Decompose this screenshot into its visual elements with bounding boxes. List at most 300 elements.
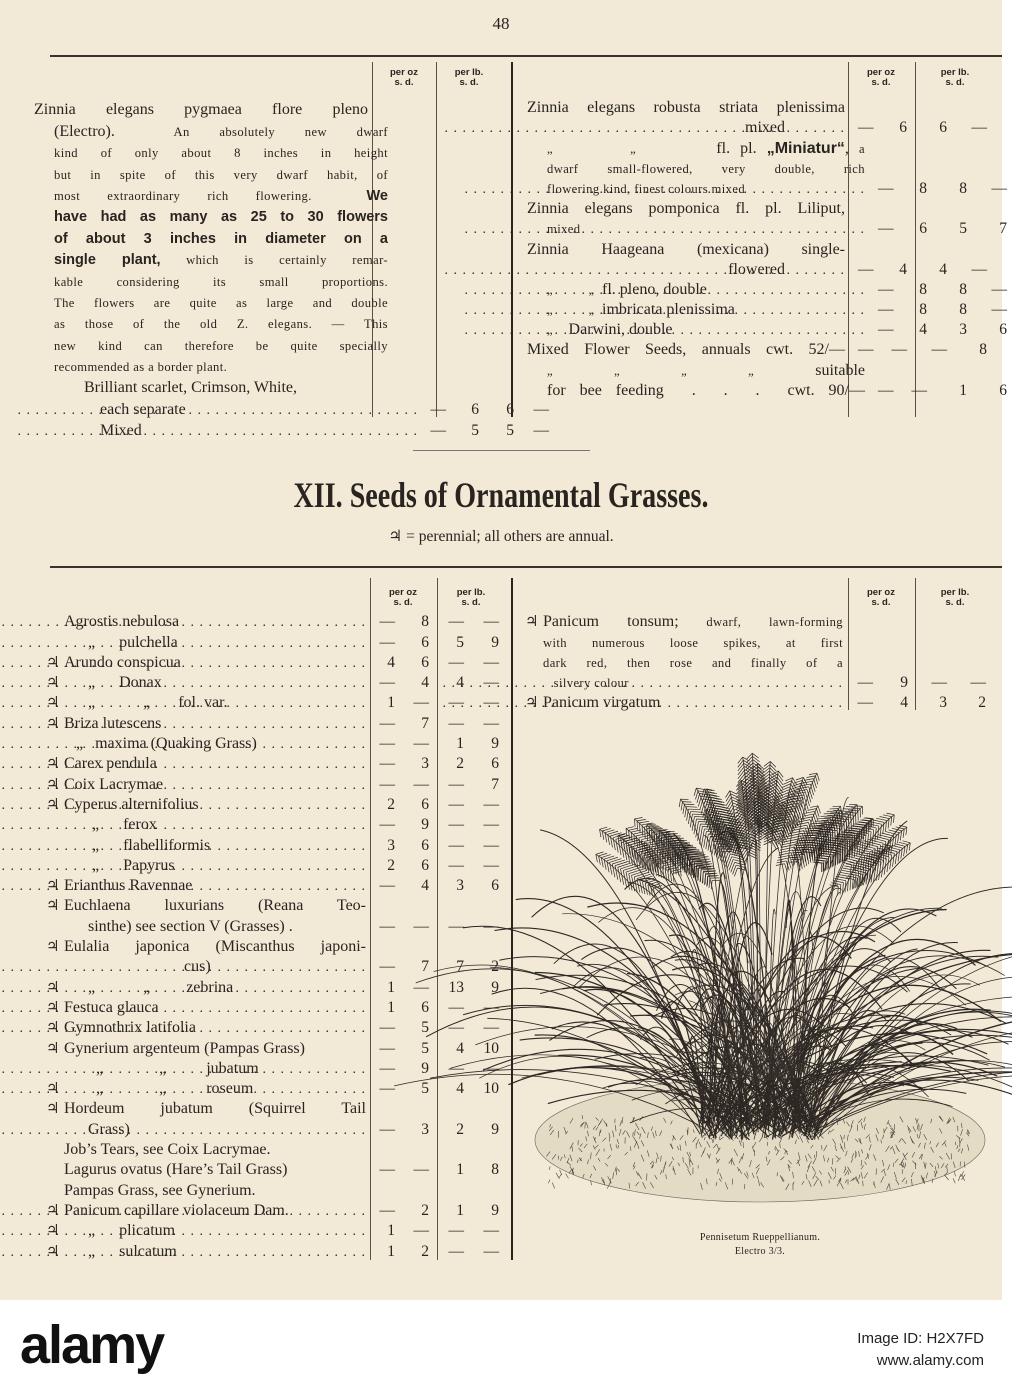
- col-head-label: per lb.: [456, 587, 486, 598]
- price-per-lb: [434, 857, 504, 875]
- col-head-per-oz: [850, 588, 912, 608]
- plume-bristle: [890, 855, 892, 869]
- price-row: [46, 997, 504, 1017]
- image-id-block: [857, 1328, 984, 1372]
- price-row: [527, 299, 1012, 319]
- plume-bristle: [879, 862, 882, 880]
- shillings: —: [878, 321, 894, 339]
- perennial-symbol: ♃: [46, 1040, 60, 1057]
- price-row: [46, 976, 504, 996]
- price-per-lb: [484, 401, 554, 419]
- shillings: —: [931, 674, 947, 692]
- pence: —: [413, 978, 429, 996]
- shillings: —: [379, 735, 395, 753]
- plume-bristle: [615, 866, 618, 880]
- item-text-segment: Hordeum jubatum (Squirrel Tail: [64, 1100, 366, 1118]
- col-head-label: per oz: [867, 67, 895, 78]
- item-name: [54, 230, 388, 248]
- price-row: [46, 1139, 504, 1159]
- plume-bristle: [817, 773, 819, 781]
- pence: 9: [491, 1120, 499, 1138]
- ground-hatch: [954, 1171, 955, 1176]
- price-row: [34, 98, 554, 119]
- plume-bristle: [697, 793, 700, 802]
- plume-bristle: [738, 763, 744, 771]
- item-text: [46, 795, 366, 814]
- item-text: [54, 294, 388, 312]
- item-text-segment: Brilliant scarlet, Crimson, White,: [84, 379, 297, 397]
- col-head-per-oz: [372, 588, 434, 608]
- col-head-per-oz: [850, 68, 912, 88]
- shillings: —: [379, 1039, 395, 1057]
- price-per-oz: [366, 979, 434, 997]
- price-per-oz: [366, 654, 434, 672]
- pence: 2: [421, 1201, 429, 1219]
- price-per-lb: [912, 261, 992, 279]
- pence: 6: [899, 119, 907, 137]
- plume-bristle: [842, 814, 854, 815]
- perennial-symbol: ♃: [46, 1081, 60, 1098]
- item-text-segment: Pampas Grass, see Gynerium.: [64, 1181, 256, 1199]
- pence: 6: [471, 400, 479, 418]
- item-text-segment: a: [859, 141, 866, 156]
- item-text: [46, 1182, 366, 1200]
- price-per-oz: [366, 715, 434, 733]
- item-text: [34, 101, 368, 119]
- item-text-segment: sinthe) see section V (Grasses) .: [64, 917, 293, 935]
- plume-bristle: [694, 788, 696, 796]
- shillings: —: [878, 280, 894, 298]
- item-text-segment: ,: [844, 139, 860, 157]
- dot-leader: [130, 1123, 366, 1139]
- item-text-segment: Mixed Flower Seeds, annuals cwt. 52/—: [527, 341, 845, 359]
- plume-bristle: [880, 824, 881, 836]
- plume-bristle: [738, 760, 743, 767]
- plume-bristle: [891, 817, 892, 826]
- pence: —: [483, 674, 499, 692]
- shillings: 5: [959, 220, 967, 238]
- shillings: 2: [456, 755, 464, 773]
- shillings: 4: [387, 653, 395, 671]
- pence: —: [483, 714, 499, 732]
- shillings: —: [448, 816, 464, 834]
- shillings: 1: [456, 1161, 464, 1179]
- item-text: [46, 1060, 366, 1078]
- plume-bristle: [746, 760, 753, 767]
- dot-leader: [629, 676, 843, 692]
- shillings: 3: [387, 836, 395, 854]
- item-text-segment: imbricata plenissima: [598, 301, 735, 319]
- perennial-symbol: ♃: [46, 654, 60, 671]
- item-name: [54, 144, 388, 162]
- item-text-segment: Agrostis nebulosa: [64, 613, 180, 631]
- shillings: 1: [387, 694, 395, 712]
- shillings: —: [379, 714, 395, 732]
- shillings: —: [448, 836, 464, 854]
- plume-bristle: [602, 828, 611, 831]
- pence: 7: [999, 220, 1007, 238]
- item-text-segment: fl. pleno, double: [598, 280, 707, 298]
- item-text-segment: „ flabelliformis: [64, 836, 211, 854]
- top-rule: [50, 55, 1002, 57]
- perennial-symbol: ♃: [525, 614, 539, 631]
- plume-bristle: [888, 847, 899, 850]
- price-per-lb: [434, 796, 504, 814]
- item-text: [527, 119, 845, 137]
- price-row: [527, 117, 1012, 137]
- item-text-segment: Panicum virgatum: [543, 694, 661, 712]
- section-separator: [413, 450, 590, 451]
- price-per-lb: [434, 715, 504, 733]
- price-row: [527, 339, 1012, 359]
- price-per-lb: [434, 1202, 504, 1220]
- perennial-symbol: ♃: [46, 796, 60, 813]
- plume-bristle: [601, 855, 610, 858]
- plume-bristle: [909, 843, 910, 851]
- col-head-per-lb: [918, 68, 992, 88]
- dot-leader: [186, 403, 418, 419]
- pence: 9: [421, 816, 429, 834]
- section-subtitle: ♃ = perennial; all others are annual.: [388, 528, 614, 545]
- item-name: [527, 241, 845, 259]
- price-row: [46, 1118, 504, 1138]
- plume-bristle: [626, 827, 634, 829]
- pence: 2: [491, 958, 499, 976]
- price-per-oz: [865, 281, 932, 299]
- item-text-segment: Zinnia elegans pygmaea flore pleno: [34, 101, 368, 119]
- pence: 6: [999, 381, 1007, 399]
- price-per-lb: [484, 422, 554, 440]
- price-row: [34, 162, 554, 183]
- item-text: [46, 735, 366, 753]
- price-row: [34, 141, 554, 162]
- pence: 8: [979, 341, 987, 359]
- dot-leader: [660, 696, 843, 712]
- item-text-segment: new kind can therefore be quite specially: [54, 338, 388, 353]
- shillings: 5: [506, 422, 514, 440]
- item-name: [64, 897, 366, 915]
- shillings: —: [878, 381, 894, 399]
- col-head-units: s. d.: [871, 597, 891, 608]
- item-text: [46, 613, 366, 631]
- item-name: [64, 1040, 305, 1058]
- shillings: —: [931, 341, 947, 359]
- item-text-segment: Zinnia Haageana (mexicana) single-: [527, 240, 845, 258]
- plume-bristle: [695, 791, 697, 800]
- item-name: [54, 337, 388, 355]
- item-text-segment: kind of only about 8 inches in height: [54, 146, 388, 161]
- perennial-symbol: ♃: [46, 999, 60, 1016]
- dot-leader: [175, 859, 366, 875]
- item-name: [543, 634, 843, 652]
- ground-hatch: [556, 1173, 559, 1179]
- shillings: 2: [456, 1120, 464, 1138]
- plume-bristle: [704, 831, 707, 847]
- price-row: [46, 733, 504, 753]
- price-per-lb: [434, 816, 504, 834]
- price-row: [527, 279, 1012, 299]
- price-per-oz: [843, 694, 913, 712]
- pence: —: [483, 1059, 499, 1077]
- price-per-lb: [932, 382, 1012, 400]
- plume-bristle: [621, 837, 622, 846]
- plume-bristle: [880, 816, 890, 818]
- col-head-units: s. d.: [945, 77, 965, 88]
- item-name: [547, 362, 865, 380]
- dot-leader: [199, 798, 366, 814]
- pence: —: [483, 998, 499, 1016]
- item-text: [84, 401, 418, 419]
- plume-bristle: [843, 809, 853, 810]
- price-per-lb: [932, 321, 1012, 339]
- item-text: [46, 1121, 366, 1139]
- plume-bristle: [886, 813, 894, 815]
- site-url: www.alamy.com: [876, 1352, 984, 1369]
- col-head-label: per lb.: [454, 67, 484, 78]
- plume-bristle: [726, 797, 731, 805]
- pence: 4: [900, 694, 908, 712]
- item-name: [64, 1141, 271, 1159]
- col-head-units: s. d.: [871, 77, 891, 88]
- item-text: [46, 978, 366, 997]
- pence: 8: [919, 280, 927, 298]
- plume-bristle: [770, 765, 776, 771]
- dot-leader: [157, 757, 366, 773]
- plume-bristle: [699, 867, 712, 868]
- price-row: [46, 773, 504, 793]
- ground-hatch: [591, 1181, 592, 1185]
- item-text-segment: „ „ fol. var.: [64, 694, 228, 712]
- item-text: [46, 876, 366, 895]
- plume-bristle: [605, 830, 614, 833]
- plume-bristle: [616, 839, 618, 852]
- col-head-units: s. d.: [394, 77, 414, 88]
- dot-leader: [785, 121, 845, 137]
- pence: 6: [999, 321, 1007, 339]
- item-text: [54, 251, 388, 269]
- item-name: [54, 208, 388, 226]
- pence: 5: [471, 422, 479, 440]
- price-row: [46, 672, 504, 692]
- price-per-oz: [366, 1243, 434, 1261]
- pence: —: [483, 917, 499, 935]
- item-text-segment: single plant,: [54, 252, 161, 269]
- shillings: —: [448, 1242, 464, 1260]
- item-name: [547, 382, 865, 400]
- perennial-symbol: ♃: [46, 1020, 60, 1037]
- pence: 7: [421, 958, 429, 976]
- price-per-lb: [932, 220, 1012, 238]
- price-per-oz: [366, 1080, 434, 1098]
- price-row: [527, 178, 1012, 198]
- price-per-lb: [434, 1161, 504, 1179]
- item-text: [46, 1161, 366, 1179]
- item-text-segment: „ plicatum: [64, 1222, 176, 1240]
- shillings: 2: [387, 856, 395, 874]
- col-head-units: s. d.: [459, 77, 479, 88]
- price-per-oz: [366, 694, 434, 712]
- plume-bristle: [868, 852, 870, 867]
- shillings: 1: [456, 735, 464, 753]
- price-row: [527, 97, 1012, 117]
- alamy-logo: alamy: [20, 1315, 164, 1375]
- plume-bristle: [892, 845, 902, 848]
- pence: 9: [900, 674, 908, 692]
- plume-bristle: [840, 885, 841, 895]
- pence: —: [483, 795, 499, 813]
- col-head-per-lb: [440, 588, 502, 608]
- item-text: [547, 321, 865, 339]
- dot-leader: [707, 283, 865, 299]
- item-text: [54, 230, 388, 248]
- item-text-segment: most extraordinary rich flowering.: [54, 188, 339, 203]
- plume-bristle: [631, 830, 641, 832]
- price-per-oz: [366, 674, 434, 692]
- item-text: [84, 422, 418, 440]
- plume-bristle: [631, 870, 646, 875]
- plume-bristle: [870, 850, 872, 866]
- price-per-oz: [366, 1060, 434, 1078]
- shillings: —: [379, 1120, 395, 1138]
- dot-leader: [157, 818, 366, 834]
- item-text: [54, 358, 388, 376]
- dot-leader: [181, 656, 366, 672]
- shillings: —: [379, 816, 395, 834]
- pence: 6: [421, 633, 429, 651]
- shillings: 1: [387, 978, 395, 996]
- price-per-lb: [932, 301, 1012, 319]
- perennial-symbol: ♃: [46, 898, 60, 915]
- plume-bristle: [708, 836, 710, 850]
- perennial-symbol: ♃: [46, 878, 60, 895]
- price-row: [527, 158, 1012, 178]
- shillings: 1: [456, 1201, 464, 1219]
- item-text: [46, 998, 366, 1017]
- shillings: 5: [456, 633, 464, 651]
- pence: —: [970, 674, 986, 692]
- pence: 6: [421, 653, 429, 671]
- shillings: —: [379, 877, 395, 895]
- price-per-lb: [912, 341, 992, 359]
- perennial-symbol: ♃: [46, 1243, 60, 1260]
- plume-bristle: [777, 777, 783, 785]
- plume-bristle: [637, 819, 646, 821]
- item-text: [46, 918, 366, 936]
- plume-bristle: [727, 800, 733, 809]
- item-text-segment: Eulalia japonica (Miscanthus japoni-: [64, 938, 366, 956]
- pennisetum-illustration: [530, 720, 990, 1220]
- item-text-segment: dwarf, lawn-forming: [678, 615, 843, 630]
- col-head-per-lb: [918, 588, 992, 608]
- plume-bristle: [623, 865, 639, 870]
- plume-bristle: [763, 765, 770, 770]
- item-name: [84, 379, 297, 397]
- dot-leader: [257, 737, 366, 753]
- price-per-oz: [865, 180, 932, 198]
- item-text: [46, 634, 366, 652]
- item-name: [543, 654, 843, 672]
- dot-leader: [735, 303, 865, 319]
- shillings: —: [448, 613, 464, 631]
- item-name: [64, 1100, 366, 1118]
- shillings: —: [448, 775, 464, 793]
- price-per-lb: [434, 776, 504, 794]
- pence: 4: [421, 877, 429, 895]
- item-name: [54, 123, 388, 141]
- item-text: [46, 1242, 366, 1261]
- item-text-segment: „Miniatur“: [766, 139, 845, 157]
- item-name: [54, 358, 227, 376]
- plume-bristle: [780, 787, 790, 791]
- plume-bristle: [714, 803, 726, 806]
- item-text-segment: Erianthus Ravennae: [64, 877, 193, 895]
- shillings: —: [448, 694, 464, 712]
- item-text-segment: silvery colour: [543, 676, 629, 691]
- ground-hatch: [566, 1173, 569, 1178]
- shillings: 1: [387, 998, 395, 1016]
- col-head-label: per lb.: [940, 587, 970, 598]
- item-text: [46, 714, 366, 733]
- item-text-segment: kable considering its small proportions.: [54, 274, 388, 289]
- shillings: —: [379, 1019, 395, 1037]
- shillings: 4: [456, 1080, 464, 1098]
- shillings: —: [379, 755, 395, 773]
- pence: 9: [491, 735, 499, 753]
- item-text-segment: The flowers are quite as large and double: [54, 295, 388, 310]
- price-row: [46, 1017, 504, 1037]
- perennial-symbol: ♃: [46, 939, 60, 956]
- item-name: [547, 140, 865, 158]
- item-text-segment: We: [338, 187, 388, 204]
- item-text: [527, 241, 845, 259]
- item-text-segment: cus): [64, 958, 211, 976]
- shillings: —: [448, 917, 464, 935]
- item-text-segment: Job’s Tears, see Coix Lacrymae.: [64, 1141, 271, 1159]
- plume-bristle: [810, 852, 811, 861]
- price-row: [46, 1058, 504, 1078]
- perennial-symbol: ♃: [46, 1202, 60, 1219]
- plume-bristle: [636, 833, 647, 836]
- plume-bristle: [702, 829, 705, 846]
- col-head-units: s. d.: [945, 597, 965, 608]
- item-name: [64, 918, 293, 936]
- item-text-segment: mixed: [547, 222, 581, 237]
- price-per-oz: [865, 382, 932, 400]
- price-per-oz: [366, 796, 434, 814]
- plume-bristle: [648, 885, 650, 896]
- item-text-segment: Euchlaena luxurians (Reana Teo-: [64, 897, 366, 915]
- pence: —: [971, 119, 987, 137]
- item-name: [527, 200, 845, 218]
- plume-bristle: [876, 864, 878, 881]
- image-id: Image ID: H2X7FD: [857, 1330, 984, 1347]
- price-row: [527, 218, 1012, 238]
- pence: —: [483, 613, 499, 631]
- shillings: —: [857, 694, 873, 712]
- plume-bristle: [613, 838, 615, 850]
- pence: 6: [919, 220, 927, 238]
- shillings: 1: [387, 1222, 395, 1240]
- pence: 8: [919, 301, 927, 319]
- price-row: [46, 915, 504, 935]
- pence: 9: [491, 978, 499, 996]
- item-text-segment: Panicum capillare violaceum Dam.: [64, 1201, 289, 1219]
- plume-bristle: [893, 815, 894, 823]
- section-title: [0, 474, 1002, 516]
- dot-leader: [228, 696, 366, 712]
- item-text-segment: with numerous loose spikes, at first: [543, 635, 843, 650]
- pence: —: [413, 1161, 429, 1179]
